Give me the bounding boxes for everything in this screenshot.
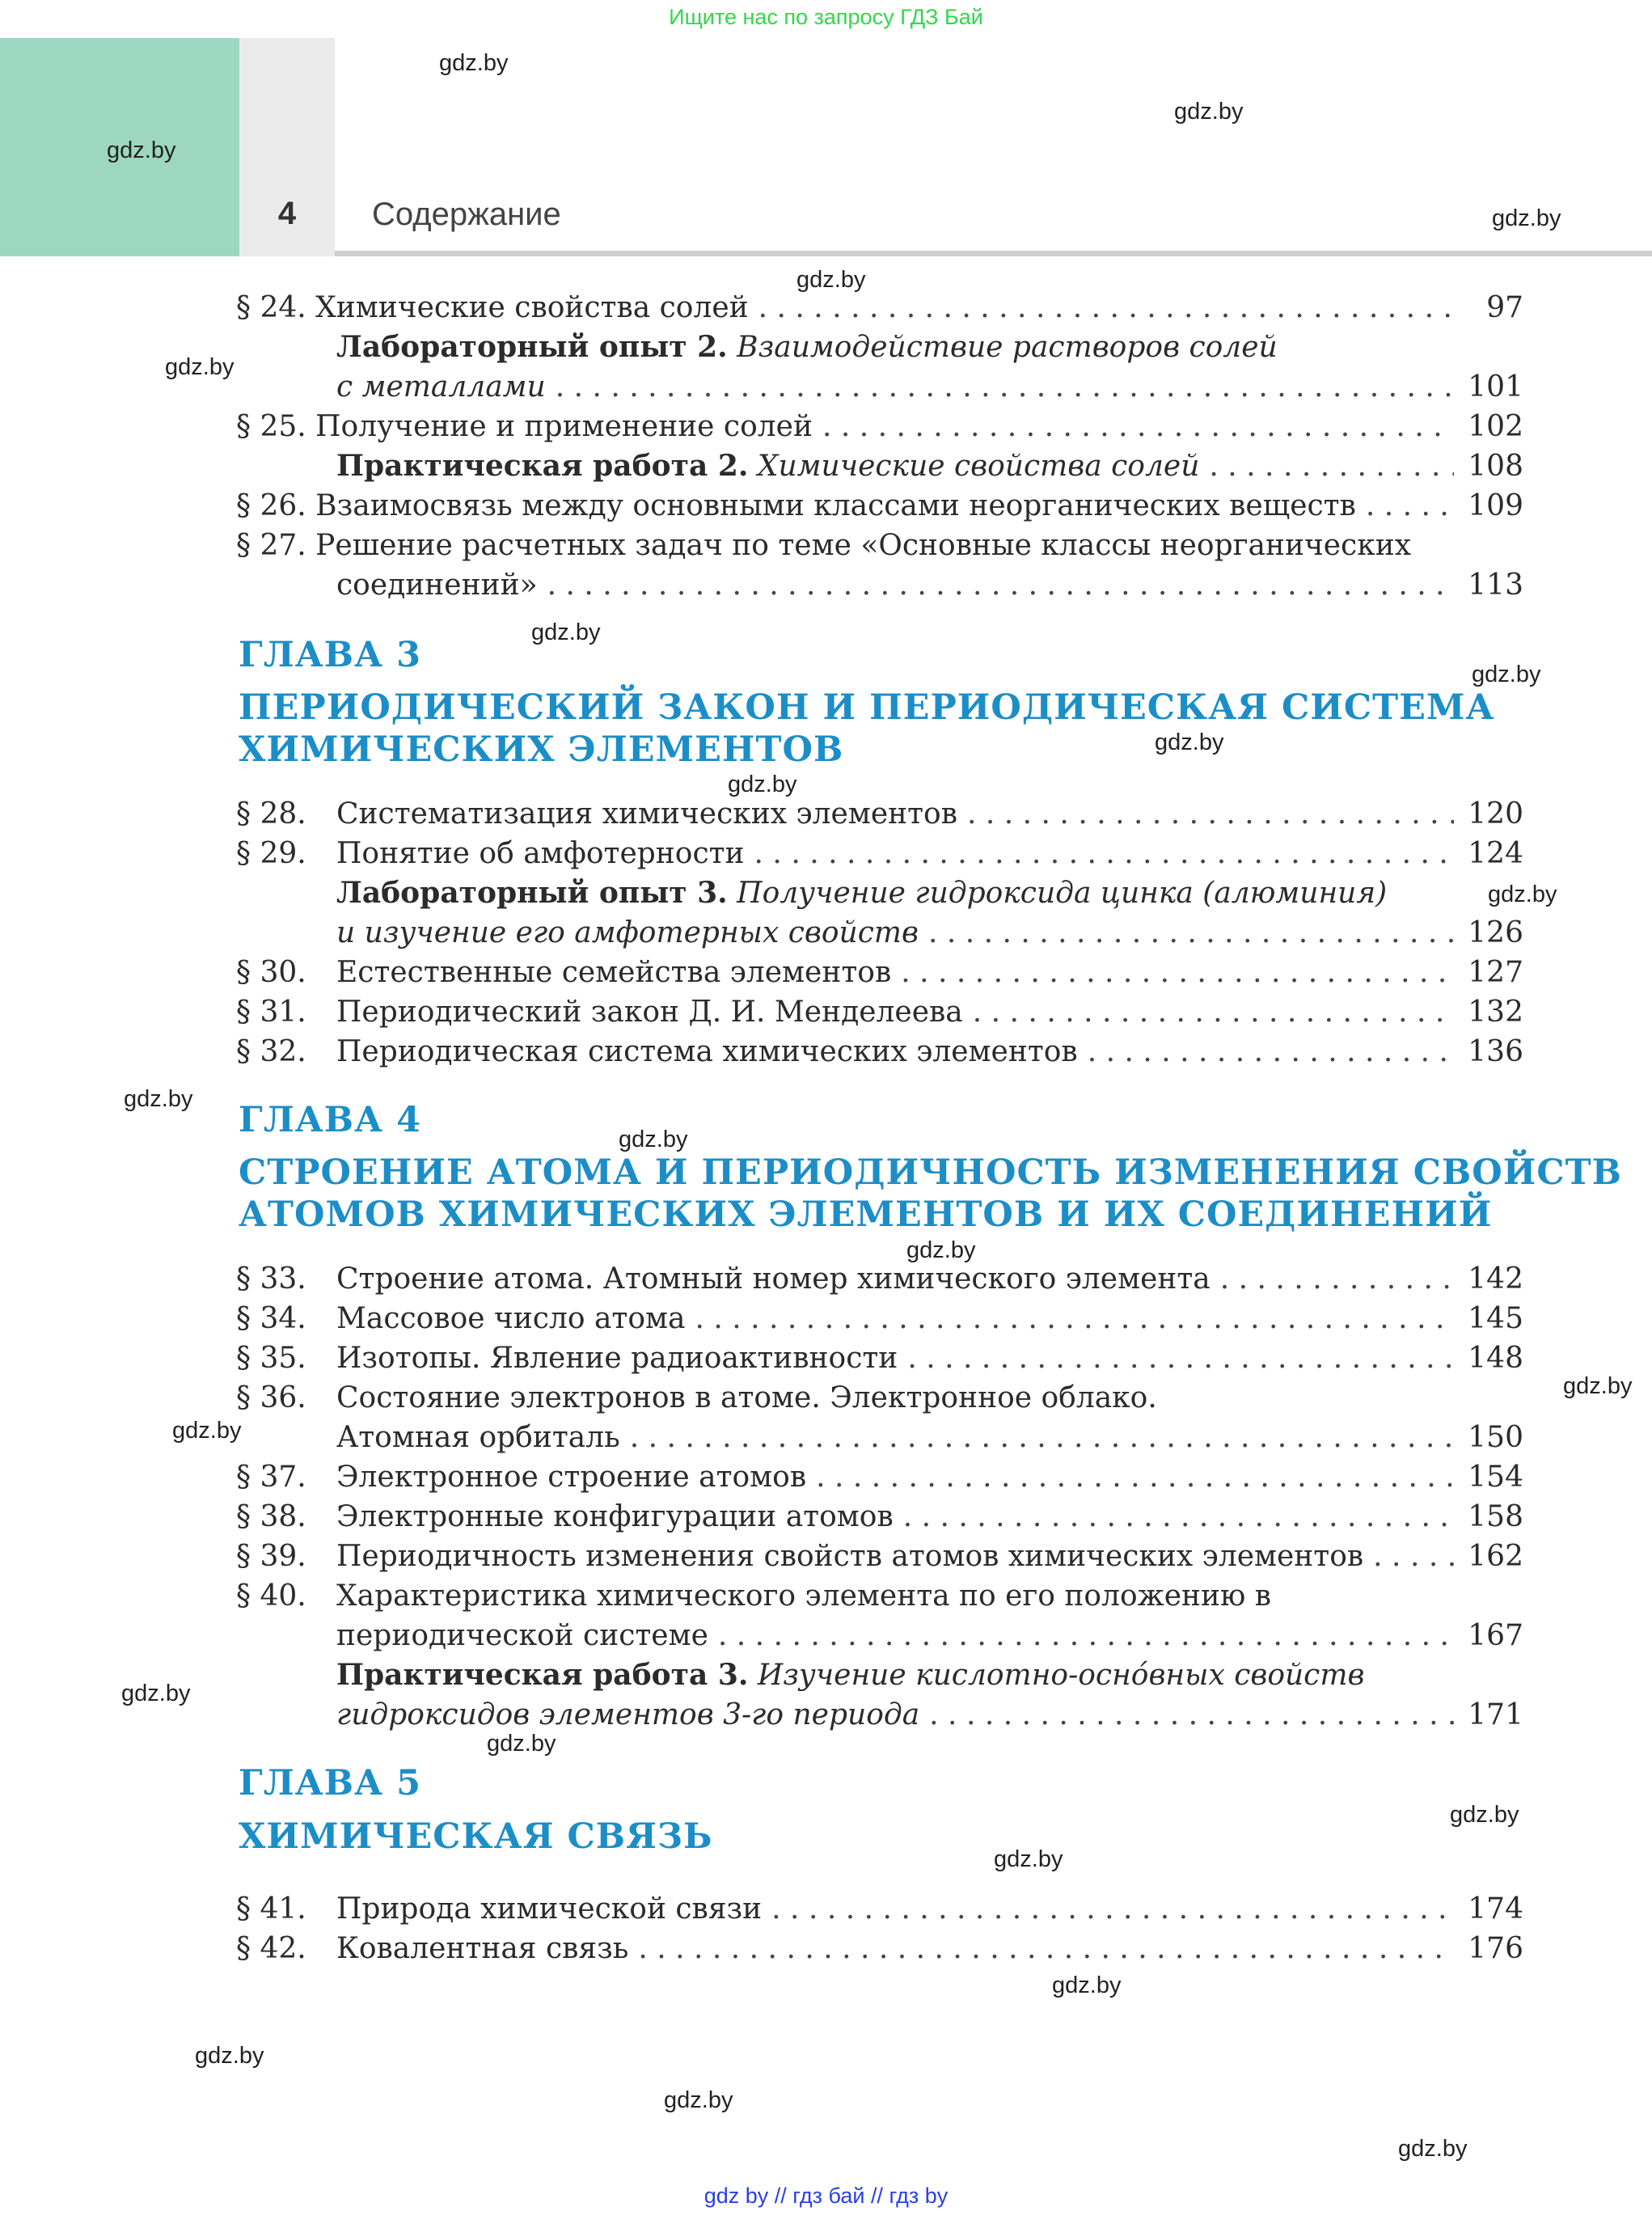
- toc-entry[interactable]: [236, 1259, 1523, 1299]
- entry-title: Строение атома. Атомный номер химического элемента: [336, 1262, 1210, 1296]
- entry-page: 109: [1468, 489, 1523, 522]
- watermark: gdz.by: [1155, 729, 1224, 755]
- watermark: gdz.by: [121, 1681, 191, 1706]
- entry-title: Решение расчетных задач по теме «Основные классы неорганических: [315, 529, 1412, 562]
- lab-label: Лабораторный опыт 3.: [336, 876, 728, 910]
- entry-page: 97: [1486, 291, 1523, 324]
- watermark: gdz.by: [195, 2043, 264, 2069]
- watermark: gdz.by: [165, 354, 234, 380]
- watermark: gdz.by: [1174, 99, 1244, 125]
- watermark: gdz.by: [1492, 205, 1561, 231]
- toc-entry[interactable]: [236, 1299, 1523, 1338]
- footer-links[interactable]: gdz by // гдз бай // гдз by: [703, 2184, 949, 2208]
- toc-entry[interactable]: [236, 1576, 1523, 1616]
- entry-number: § 42.: [236, 1932, 306, 1965]
- entry-title-cont: Атомная орбиталь: [336, 1421, 620, 1454]
- entry-number: § 37.: [236, 1461, 306, 1494]
- entry-title: Характеристика химического элемента по его положению в: [336, 1579, 1272, 1613]
- toc-entry[interactable]: [236, 1889, 1523, 1929]
- header-divider: [335, 251, 1652, 256]
- entry-title: Систематизация химических элементов: [336, 797, 957, 831]
- watermark: gdz.by: [172, 1418, 242, 1444]
- entry-number: § 32.: [236, 1035, 306, 1068]
- entry-page: 127: [1468, 956, 1523, 989]
- entry-number: § 41.: [236, 1892, 306, 1926]
- entry-number: § 33.: [236, 1262, 306, 1296]
- entry-page: 108: [1468, 450, 1523, 483]
- lab-title: Получение гидроксида цинка (алюминия): [737, 877, 1388, 910]
- watermark: gdz.by: [1488, 882, 1557, 907]
- entry-title: Периодическая система химических элементов: [336, 1035, 1078, 1068]
- entry-title: Электронные конфигурации атомов: [336, 1500, 894, 1533]
- entry-page: 150: [1468, 1421, 1523, 1454]
- entry-number: § 40.: [236, 1579, 306, 1613]
- toc-entry[interactable]: [236, 834, 1523, 873]
- entry-number: § 30.: [236, 956, 306, 989]
- lab-title-cont: с металлами: [336, 370, 546, 404]
- entry-title: Природа химической связи: [336, 1892, 763, 1926]
- entry-title: Состояние электронов в атоме. Электронное облако.: [336, 1381, 1157, 1414]
- entry-number: § 38.: [236, 1500, 306, 1533]
- entry-title: Изотопы. Явление радиоактивности: [336, 1342, 898, 1375]
- page-number: 4: [277, 196, 297, 231]
- toc-entry-cont[interactable]: [236, 1616, 1523, 1655]
- entry-page: 154: [1468, 1461, 1523, 1494]
- watermark: gdz.by: [1472, 662, 1541, 687]
- watermark: gdz.by: [531, 619, 601, 645]
- toc-entry-lab-cont[interactable]: [236, 913, 1523, 953]
- entry-number: § 35.: [236, 1342, 306, 1375]
- watermark: gdz.by: [439, 50, 509, 76]
- chapter-title: ХИМИЧЕСКАЯ СВЯЗЬ: [239, 1816, 713, 1857]
- entry-page: 142: [1468, 1262, 1523, 1296]
- toc-entry-lab[interactable]: [236, 873, 1523, 913]
- toc-entry[interactable]: [236, 794, 1523, 834]
- watermark: gdz.by: [728, 772, 797, 797]
- lab-label: Лабораторный опыт 2.: [336, 330, 728, 364]
- entry-page: 174: [1468, 1892, 1523, 1926]
- toc-entry[interactable]: [236, 1497, 1523, 1537]
- chapter-label: ГЛАВА 5: [239, 1763, 421, 1803]
- top-banner[interactable]: Ищите нас по запросу ГДЗ Бай: [669, 5, 983, 29]
- entry-number: § 36.: [236, 1381, 306, 1414]
- toc-entry-lab[interactable]: [236, 446, 1523, 486]
- entry-title: Периодичность изменения свойств атомов химических элементов: [336, 1540, 1364, 1573]
- entry-title: Ковалентная связь: [336, 1932, 629, 1965]
- watermark: gdz.by: [906, 1237, 976, 1263]
- toc-entry[interactable]: [236, 992, 1523, 1032]
- watermark: gdz.by: [796, 267, 866, 293]
- entry-title: Естественные семейства элементов: [336, 956, 892, 989]
- toc-entry[interactable]: [236, 1378, 1523, 1418]
- watermark: gdz.by: [1398, 2136, 1468, 2162]
- toc-entry[interactable]: [236, 288, 1523, 328]
- entry-page: 167: [1468, 1619, 1523, 1652]
- entry-title-cont: соединений»: [336, 569, 538, 602]
- toc-entry[interactable]: [236, 486, 1523, 526]
- entry-page: 176: [1468, 1932, 1523, 1965]
- watermark: gdz.by: [994, 1846, 1063, 1872]
- entry-title: Химические свойства солей: [315, 291, 749, 324]
- entry-page: 136: [1468, 1035, 1523, 1068]
- entry-title: Понятие об амфотерности: [336, 837, 745, 870]
- toc-entry[interactable]: [236, 1338, 1523, 1378]
- entry-title: Электронное строение атомов: [336, 1461, 807, 1494]
- watermark: gdz.by: [664, 2087, 733, 2113]
- entry-page: 158: [1468, 1500, 1523, 1533]
- chapter-label: ГЛАВА 4: [239, 1100, 421, 1140]
- entry-number: § 24.: [236, 291, 306, 324]
- entry-page: 126: [1468, 916, 1523, 949]
- entry-title: Получение и применение солей: [315, 410, 813, 443]
- chapter-title: ПЕРИОДИЧЕСКИЙ ЗАКОН И ПЕРИОДИЧЕСКАЯ СИСТЕМА: [239, 687, 1495, 728]
- toc-entry[interactable]: [236, 1457, 1523, 1497]
- toc-entry[interactable]: [236, 1929, 1523, 1968]
- page-title: Содержание: [372, 197, 561, 232]
- entry-page: 148: [1468, 1342, 1523, 1375]
- toc-entry[interactable]: [236, 953, 1523, 992]
- watermark: gdz.by: [1563, 1373, 1633, 1399]
- watermark: gdz.by: [1052, 1972, 1122, 1998]
- entry-page: 124: [1468, 837, 1523, 870]
- lab-title: Взаимодействие растворов солей: [737, 331, 1278, 364]
- entry-page: 132: [1468, 996, 1523, 1029]
- toc-entry-cont[interactable]: [236, 565, 1523, 605]
- entry-page: 102: [1468, 410, 1523, 443]
- watermark: gdz.by: [1450, 1802, 1519, 1828]
- entry-page: 162: [1468, 1540, 1523, 1573]
- entry-number: § 25.: [236, 410, 306, 443]
- entry-page: 120: [1468, 797, 1523, 831]
- toc-entry[interactable]: [236, 1032, 1523, 1072]
- entry-title-cont: периодической системе: [336, 1619, 708, 1652]
- entry-number: § 34.: [236, 1302, 306, 1335]
- watermark: gdz.by: [124, 1086, 193, 1112]
- entry-number: § 39.: [236, 1540, 306, 1573]
- chapter-label: ГЛАВА 3: [239, 635, 421, 675]
- watermark: gdz.by: [619, 1127, 688, 1152]
- lab-title-cont: гидроксидов элементов 3-го периода: [336, 1698, 920, 1731]
- toc-entry[interactable]: [236, 526, 1523, 565]
- chapter-title: СТРОЕНИЕ АТОМА И ПЕРИОДИЧНОСТЬ ИЗМЕНЕНИЯ СВОЙСТВ: [239, 1152, 1622, 1193]
- chapter-title-cont: ХИМИЧЕСКИХ ЭЛЕМЕНТОВ: [239, 729, 844, 770]
- entry-number: § 26.: [236, 489, 306, 522]
- toc-entry[interactable]: [236, 407, 1523, 446]
- entry-title: Массовое число атома: [336, 1302, 686, 1335]
- watermark: gdz.by: [107, 137, 176, 163]
- entry-page: 113: [1468, 569, 1523, 602]
- toc-entry-lab-cont[interactable]: [236, 1695, 1523, 1735]
- watermark: gdz.by: [487, 1731, 556, 1757]
- lab-label: Практическая работа 3.: [336, 1658, 749, 1692]
- toc-entry-lab-cont[interactable]: [236, 367, 1523, 407]
- entry-title: Взаимосвязь между основными классами неорганических веществ: [315, 489, 1356, 522]
- entry-number: § 28.: [236, 797, 306, 831]
- lab-title-cont: и изучение его амфотерных свойств: [336, 916, 919, 949]
- lab-label: Практическая работа 2.: [336, 449, 749, 483]
- entry-number: § 29.: [236, 837, 306, 870]
- entry-number: § 31.: [236, 996, 306, 1029]
- toc-entry[interactable]: [236, 1537, 1523, 1576]
- entry-page: 101: [1468, 370, 1523, 404]
- toc-entry-lab[interactable]: [236, 1655, 1523, 1695]
- toc-entry-cont[interactable]: [236, 1418, 1523, 1457]
- toc-entry-lab[interactable]: [236, 328, 1523, 367]
- chapter-title-cont: АТОМОВ ХИМИЧЕСКИХ ЭЛЕМЕНТОВ И ИХ СОЕДИНЕНИЙ: [239, 1194, 1493, 1235]
- lab-title: Химические свойства солей: [757, 450, 1200, 483]
- entry-title: Периодический закон Д. И. Менделеева: [336, 996, 963, 1029]
- entry-page: 171: [1468, 1698, 1523, 1731]
- entry-number: § 27.: [236, 529, 306, 562]
- lab-title: Изучение кислотно-осно́вных свойств: [757, 1659, 1365, 1692]
- entry-page: 145: [1468, 1302, 1523, 1335]
